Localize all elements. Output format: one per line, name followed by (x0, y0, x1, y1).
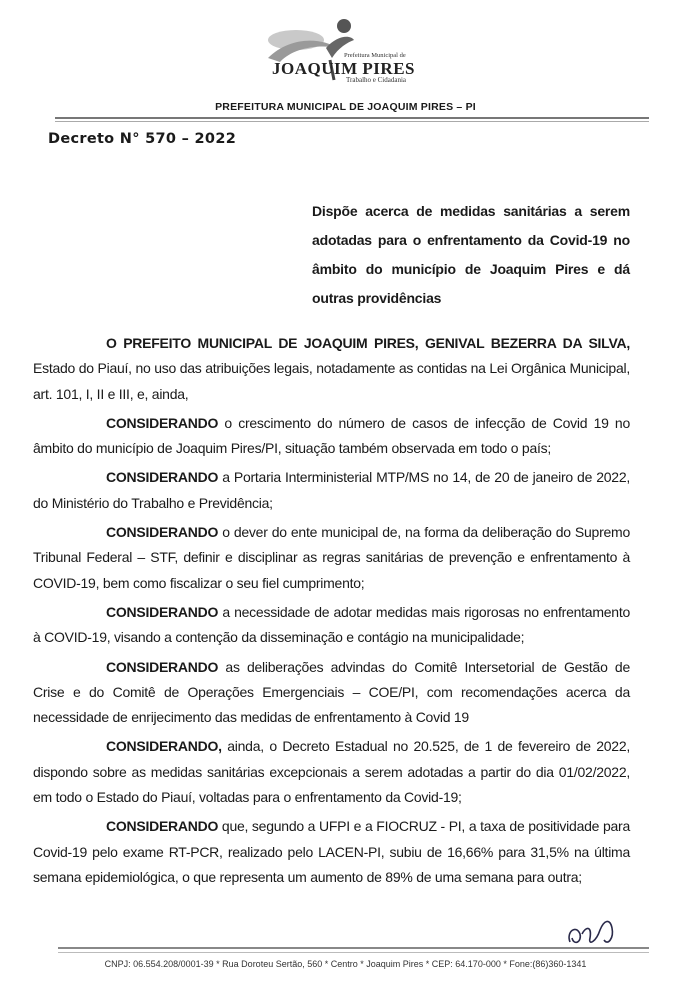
paragraph-considerando (33, 734, 630, 810)
header-divider (55, 117, 649, 119)
decree-ementa: Dispõe acerca de medidas sanitárias a serem adotadas para o enfrentamento da Covid-19 no âmbito do município de Joaquim Pires e dá outras providências (312, 203, 630, 306)
decree-number: Decreto N° 570 – 2022 (48, 131, 237, 147)
footer-contact: CNPJ: 06.554.208/0001-39 * Rua Doroteu Sertão, 560 * Centro * Joaquim Pires * CEP: 64.170-000 * Fone:(86)360-1341 (104, 959, 587, 969)
paragraph-text: o crescimento do número de casos de infecção de Covid 19 no âmbito do município de Joaquim Pires/PI, situação também observada em todo o país; (33, 414, 630, 457)
municipality-logo (258, 18, 438, 88)
paragraph-text: a Portaria Interministerial MTP/MS no 14, de 20 de janeiro de 2022, do Ministério do Trabalho e Previdência; (33, 469, 630, 511)
logo-sub-text: Trabalho e Cidadania (346, 76, 407, 84)
logo-main-text: JOAQUIM PIRES (272, 59, 415, 78)
paragraph-lead: CONSIDERANDO (106, 818, 219, 835)
paragraph-lead: CONSIDERANDO (106, 524, 219, 541)
paragraph-text: Estado do Piauí, no uso das atribuições legais, notadamente as contidas na Lei Orgânica Municipal, art. 101, I, II e III, e, ainda, (33, 360, 630, 402)
decree-body (33, 331, 630, 894)
logo-small-text: Prefeitura Municipal de (344, 52, 406, 59)
footer-divider (58, 947, 649, 949)
paragraph-text: que, segundo a UFPI e a FIOCRUZ - PI, a taxa de positividade para Covid-19 pelo exame RT-PCR, realizado pelo LACEN-PI, subiu de 16,66% para 31,5% na última semana epidemiológica, o que representa um aumento de 89% de uma semana para outra; (33, 818, 630, 885)
header-title: PREFEITURA MUNICIPAL DE JOAQUIM PIRES – PI (215, 101, 476, 113)
paragraph-text: ainda, o Decreto Estadual no 20.525, de 1 de fevereiro de 2022, dispondo sobre as medidas sanitárias excepcionais a serem adotadas a partir do dia 01/02/2022, em todo o Estado do Piauí, voltadas para o enfrentamento da Covid-19; (33, 738, 630, 806)
paragraph-lead: O PREFEITO MUNICIPAL DE JOAQUIM PIRES, GENIVAL BEZERRA DA SILVA, (106, 335, 630, 351)
paragraph-lead: CONSIDERANDO (106, 603, 219, 620)
paragraph-considerando (33, 465, 630, 516)
paragraph-considerando (33, 411, 630, 462)
paragraph-lead: CONSIDERANDO (106, 658, 219, 675)
paragraph-considerando (33, 655, 630, 731)
header-divider-thin (55, 121, 649, 122)
paragraph-text: as deliberações advindas do Comitê Intersetorial de Gestão de Crise e do Comitê de Operações Emergenciais – COE/PI, com recomendações acerca da necessidade de enrijecimento das medidas de enfrentamento à Covid 19 (33, 658, 630, 726)
paragraph-considerando (33, 814, 630, 890)
paragraph-text: a necessidade de adotar medidas mais rigorosas no enfrentamento à COVID-19, visando a contenção da disseminação e contágio na municipalidade; (33, 603, 630, 646)
paragraph-lead: CONSIDERANDO (106, 414, 219, 431)
paragraph-lead: CONSIDERANDO, (106, 738, 222, 755)
paragraph-considerando (33, 600, 630, 651)
footer-divider-thin (58, 952, 649, 953)
paragraph-preamble (33, 331, 630, 407)
paragraph-text: o dever do ente municipal de, na forma da deliberação do Supremo Tribunal Federal – STF, definir e disciplinar as regras sanitárias de prevenção e enfrentamento à COVID-19, bem como fiscalizar o seu fiel cumprimento; (33, 524, 630, 591)
paragraph-considerando (33, 520, 630, 596)
paragraph-lead: CONSIDERANDO (106, 469, 219, 486)
